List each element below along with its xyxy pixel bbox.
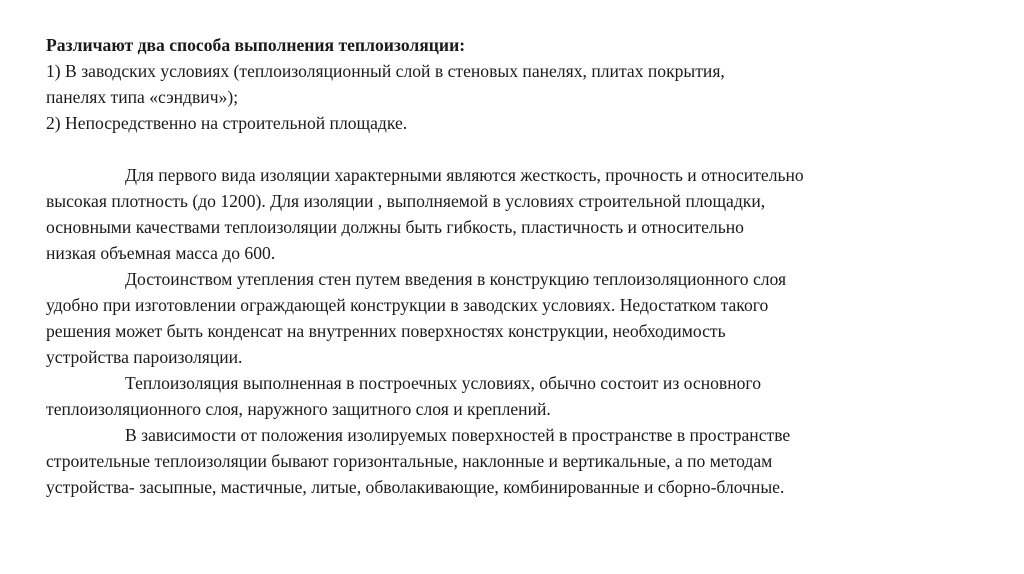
paragraph-line: Достоинством утепления стен путем введения в конструкцию теплоизоляционного слоя: [125, 269, 787, 289]
slide-title: Различают два способа выполнения теплоизоляции:: [46, 35, 466, 55]
paragraph-line: устройства пароизоляции.: [46, 347, 243, 367]
paragraph-line: устройства- засыпные, мастичные, литые, обволакивающие, комбинированные и сборно-блочные.: [46, 477, 785, 497]
paragraph-1: [46, 162, 1006, 266]
paragraph-line: строительные теплоизоляции бывают горизонтальные, наклонные и вертикальные, а по методам: [46, 451, 773, 471]
list-item-2: 2) Непосредственно на строительной площадке.: [46, 113, 408, 133]
paragraph-line: теплоизоляционного слоя, наружного защитного слоя и креплений.: [46, 399, 551, 419]
paragraph-line: низкая объемная масса до 600.: [46, 243, 276, 263]
paragraph-4: [46, 422, 1006, 500]
slide-text: [46, 32, 1006, 500]
paragraph-2: [46, 266, 1006, 370]
list-item-1-line-2: панелях типа «сэндвич»);: [46, 87, 239, 107]
paragraph-gap: [46, 136, 1006, 162]
paragraph-line: Теплоизоляция выполненная в построечных условиях, обычно состоит из основного: [125, 373, 762, 393]
paragraph-3: [46, 370, 1006, 422]
paragraph-line: В зависимости от положения изолируемых поверхностей в пространстве в пространстве: [125, 425, 791, 445]
paragraph-line: удобно при изготовлении ограждающей конструкции в заводских условиях. Недостатком такого: [46, 295, 769, 315]
paragraph-line: высокая плотность (до 1200). Для изоляции , выполняемой в условиях строительной площадки,: [46, 191, 766, 211]
paragraph-line: Для первого вида изоляции характерными являются жесткость, прочность и относительно: [125, 165, 804, 185]
list-item-1-line-1: 1) В заводских условиях (теплоизоляционный слой в стеновых панелях, плитах покрытия,: [46, 61, 725, 81]
paragraph-line: основными качествами теплоизоляции должны быть гибкость, пластичность и относительно: [46, 217, 744, 237]
paragraph-line: решения может быть конденсат на внутренних поверхностях конструкции, необходимость: [46, 321, 726, 341]
